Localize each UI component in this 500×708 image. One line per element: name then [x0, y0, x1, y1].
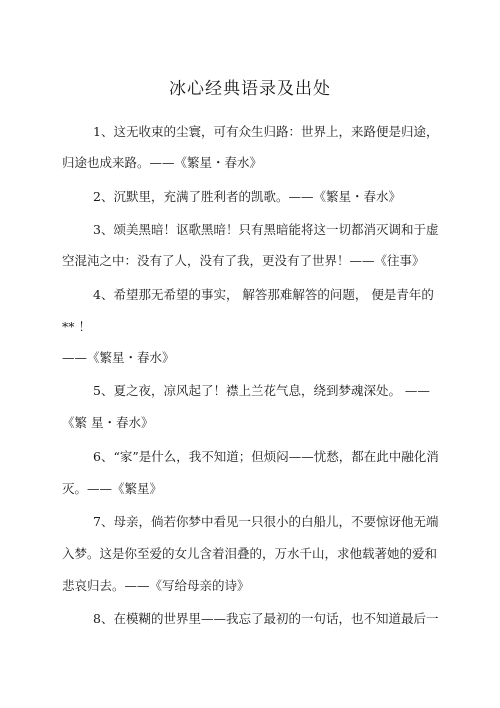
quote-4-source: ——《繁星・春水》: [62, 350, 175, 365]
quote-2-line-1: 2、沉默里，充满了胜利者的凯歌。——《繁星・春水》: [93, 189, 401, 204]
quote-3-line-2: 空混沌之中：没有了人，没有了我，更没有了世界！——《往事》: [62, 253, 425, 268]
quote-8-line-1: 8、在模糊的世界里——我忘了最初的一句话，也不知道最后一: [93, 611, 439, 626]
quote-3-line-1: 3、颂美黑暗！讴歌黑暗！只有黑暗能将这一切都消灭调和于虚: [93, 222, 439, 237]
page-title: 冰心经典语录及出处: [169, 79, 331, 99]
quote-5-line-2: 《繁 星・春水》: [62, 415, 154, 430]
quote-7-line-1: 7、母亲，倘若你梦中看见一只很小的白船儿，不要惊讶他无端: [93, 514, 439, 529]
quote-5-line-1: 5、夏之夜，凉风起了！襟上兰花气息，绕到梦魂深处。 ——: [93, 383, 430, 398]
quote-4-line-1: 4、希望那无希望的事实， 解答那难解答的问题， 便是青年的: [93, 287, 434, 302]
quote-7-line-3: 悲哀归去。——《写给母亲的诗》: [62, 578, 250, 593]
quote-6-line-1: 6、“家”是什么，我不知道；但烦闷——忧愁，都在此中融化消: [93, 449, 439, 464]
quote-1-line-1: 1、这无收束的尘寰，可有众生归路：世界上，来路便是归途，: [93, 124, 439, 139]
quote-6-line-2: 灭。——《繁星》: [62, 481, 163, 496]
quote-4-line-2: ** ！: [62, 319, 91, 334]
quote-1-line-2: 归途也成来路。——《繁星・春水》: [62, 155, 263, 170]
quote-7-line-2: 入梦。这是你至爱的女儿含着泪叠的，万水千山，求他载著她的爱和: [62, 546, 438, 561]
